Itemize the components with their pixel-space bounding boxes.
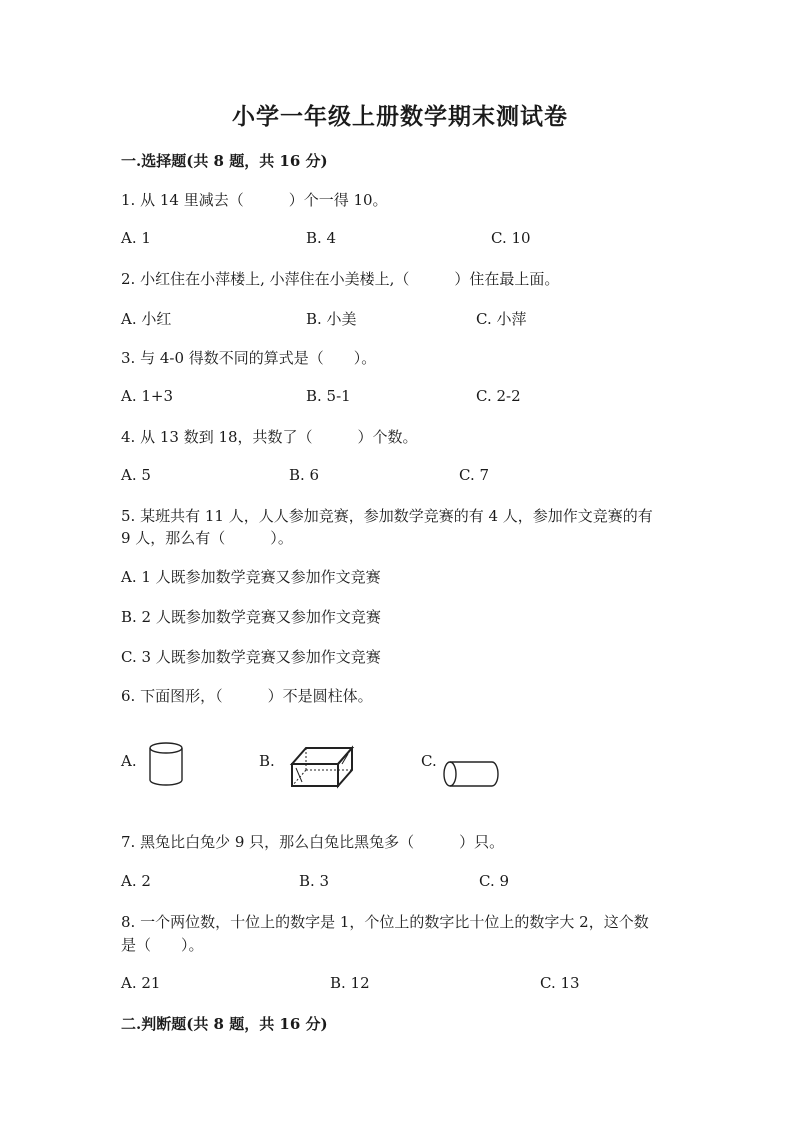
q3-option-c: C. 2-2 [476, 387, 521, 405]
q3-option-b: B. 5-1 [306, 387, 351, 405]
q6-option-b-label: B. [259, 752, 275, 770]
question-8-text-line1: 8. 一个两位数，十位上的数字是 1，个位上的数字比十位上的数字大 2，这个数 [121, 913, 649, 931]
q4-option-a: A. 5 [121, 466, 151, 484]
q5-option-b: B. 2 人既参加数学竞赛又参加作文竞赛 [121, 608, 381, 626]
q5-option-a: A. 1 人既参加数学竞赛又参加作文竞赛 [121, 568, 381, 586]
upright-cylinder-icon [144, 740, 188, 790]
q1-option-c: C. 10 [491, 229, 531, 247]
section-heading-choice: 一.选择题(共 8 题，共 16 分) [121, 152, 328, 170]
cuboid-icon [288, 742, 356, 790]
q1-option-b: B. 4 [306, 229, 337, 247]
section-heading-true-false: 二.判断题(共 8 题，共 16 分) [121, 1015, 328, 1033]
page-title: 小学一年级上册数学期末测试卷 [232, 103, 568, 130]
q8-option-a: A. 21 [121, 974, 161, 992]
horizontal-cylinder-icon [440, 758, 502, 790]
q1-option-a: A. 1 [121, 229, 151, 247]
question-4-text: 4. 从 13 数到 18，共数了（ ）个数。 [121, 428, 418, 446]
question-7-text: 7. 黑兔比白兔少 9 只，那么白兔比黑兔多（ ）只。 [121, 833, 505, 851]
q5-option-c: C. 3 人既参加数学竞赛又参加作文竞赛 [121, 648, 381, 666]
q8-option-b: B. 12 [330, 974, 370, 992]
question-5-text-line2: 9 人，那么有（ ）。 [121, 529, 293, 547]
q3-option-a: A. 1+3 [121, 387, 174, 405]
q2-option-a: A. 小红 [121, 310, 172, 328]
q7-option-b: B. 3 [299, 872, 330, 890]
q7-option-c: C. 9 [479, 872, 510, 890]
q8-option-c: C. 13 [540, 974, 580, 992]
question-8-text-line2: 是（ ）。 [121, 936, 204, 954]
q2-option-c: C. 小萍 [476, 310, 527, 328]
q2-option-b: B. 小美 [306, 310, 357, 328]
q4-option-c: C. 7 [459, 466, 490, 484]
question-3-text: 3. 与 4-0 得数不同的算式是（ ）。 [121, 349, 377, 367]
q4-option-b: B. 6 [289, 466, 320, 484]
q7-option-a: A. 2 [121, 872, 151, 890]
q6-option-c-label: C. [421, 752, 437, 770]
question-6-text: 6. 下面图形，（ ）不是圆柱体。 [121, 687, 373, 705]
question-1-text: 1. 从 14 里减去（ ）个一得 10。 [121, 191, 388, 209]
question-5-text-line1: 5. 某班共有 11 人，人人参加竞赛，参加数学竞赛的有 4 人，参加作文竞赛的有 [121, 507, 653, 525]
question-2-text: 2. 小红住在小萍楼上, 小萍住在小美楼上,（ ）住在最上面。 [121, 270, 560, 288]
q6-option-a-label: A. [121, 752, 137, 770]
